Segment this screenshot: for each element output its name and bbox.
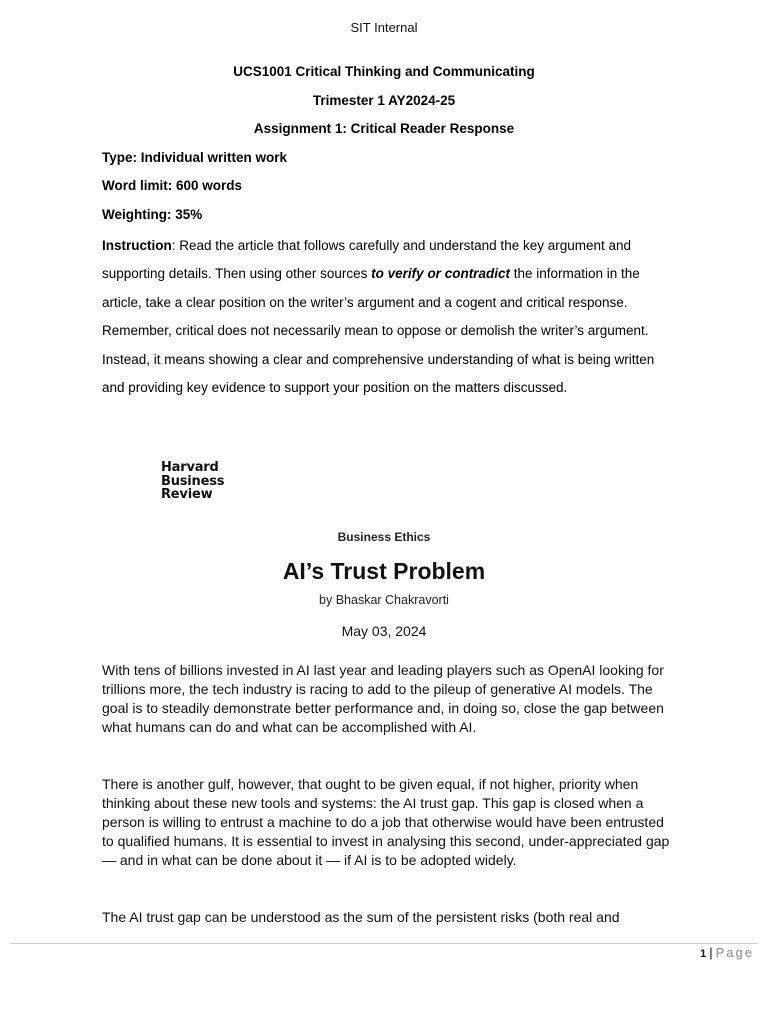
hbr-logo-line-1: Harvard xyxy=(161,460,219,475)
page-number-separator: | xyxy=(709,945,713,960)
article-paragraph-3: The AI trust gap can be understood as the sum of the persistent risks (both real and xyxy=(102,909,620,925)
hbr-logo xyxy=(161,461,224,502)
assignment-title: Assignment 1: Critical Reader Response xyxy=(253,121,515,136)
article-byline: by Bhaskar Chakravorti xyxy=(319,593,449,607)
instruction-paragraph xyxy=(102,232,672,402)
instruction-label: Instruction xyxy=(102,238,172,253)
hbr-logo-line-2: Business xyxy=(161,473,225,489)
trimester-label: Trimester 1 AY2024-25 xyxy=(312,93,456,108)
article-title: AI’s Trust Problem xyxy=(282,558,486,584)
assignment-type: Type: Individual written work xyxy=(102,150,288,165)
instruction-emphasis: to verify or contradict xyxy=(371,266,510,282)
hbr-logo-line-3: Review xyxy=(161,487,213,502)
instruction-text-part-1: : Read the article that follows carefully and understand the key argument and supporting details. Then using other sources xyxy=(102,238,632,282)
page-word: Page xyxy=(715,945,754,960)
word-limit: Word limit: 600 words xyxy=(102,178,243,193)
page-number-value: 1 xyxy=(700,948,707,960)
course-title: UCS1001 Critical Thinking and Communicating xyxy=(233,64,535,79)
article-paragraph-2: There is another gulf, however, that ought to be given equal, if not higher, priority when thinking about these new tools and systems: the AI trust gap. This gap is closed when a person is willing to entrust a machine to do a job that otherwise would have been entrusted to qualified humans. It is essential to invest in analysing this second, under-appreciated gap — and in what can be done about it — if AI is to be adopted widely. xyxy=(102,776,670,868)
article-section: Business Ethics xyxy=(337,530,431,544)
article-paragraph-1: With tens of billions invested in AI last year and leading players such as OpenAI looking for trillions more, the tech industry is racing to add to the pileup of generative AI models. The goal is to steadily demonstrate better performance and, in doing so, close the gap between what humans can do and what can be accomplished with AI. xyxy=(102,662,664,735)
classification-label: SIT Internal xyxy=(350,20,418,35)
weighting: Weighting: 35% xyxy=(102,207,203,222)
article-date: May 03, 2024 xyxy=(341,623,427,639)
page-number xyxy=(700,945,754,960)
footer-divider xyxy=(10,943,758,944)
instruction-text-part-2: the information in the article, take a clear position on the writer’s argument and a cogent and critical response. Remember, critical does not necessarily mean to oppose or demolish the writer’s argument. Instead, it means showing a clear and comprehensive understanding of what is being written and providing key evidence to support your position on the matters discussed. xyxy=(102,266,655,396)
